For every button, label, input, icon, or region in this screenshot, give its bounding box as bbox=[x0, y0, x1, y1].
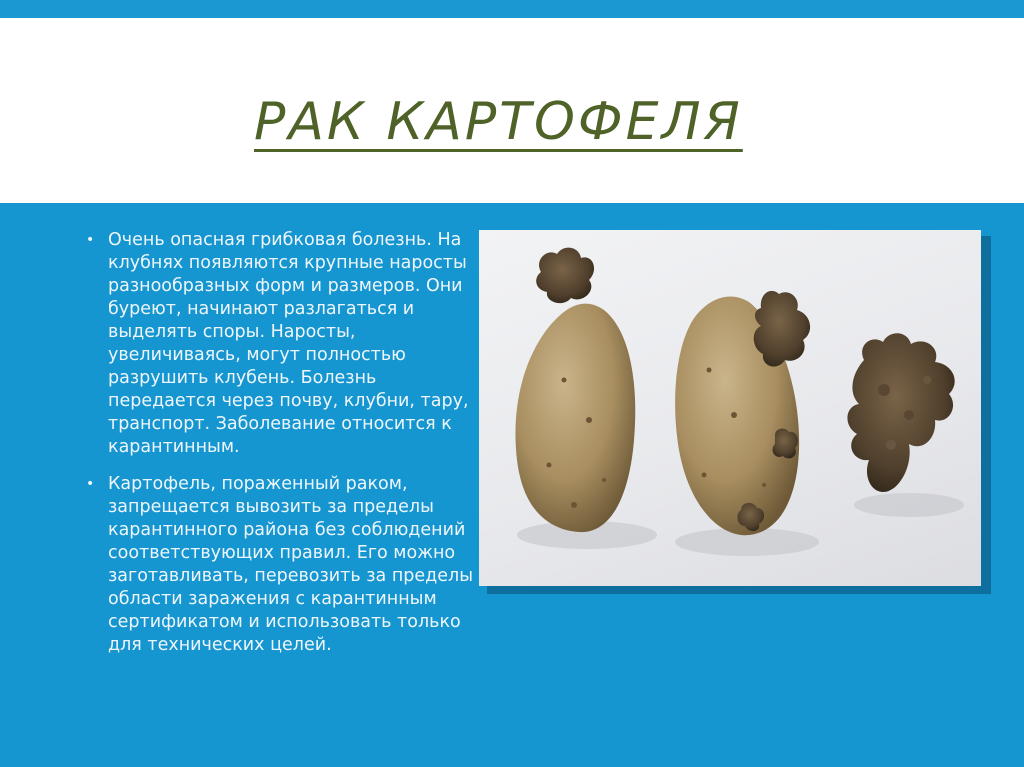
tuber-spot bbox=[571, 502, 577, 508]
wart-texture bbox=[904, 410, 914, 420]
tuber-spot bbox=[547, 463, 552, 468]
tuber-right-warted bbox=[847, 333, 954, 492]
tuber-spot bbox=[702, 473, 707, 478]
bullet-dot: • bbox=[86, 476, 95, 492]
wart-left-top bbox=[536, 248, 594, 304]
slide-title: РАК КАРТОФЕЛЯ bbox=[254, 92, 743, 152]
top-stripe bbox=[0, 0, 1024, 18]
tuber-spot bbox=[762, 483, 766, 487]
potato-photo bbox=[479, 230, 981, 586]
tuber-shadow bbox=[854, 493, 964, 517]
tuber-left bbox=[515, 304, 635, 533]
bullet-text: Картофель, пораженный раком, запрещается вывозить за пределы карантинного района без соблюдений соответствующих правил. Его можно заготавливать, перевозить за пределы области заражения с карантинным сертификатом и использовать только для технических целей. bbox=[108, 474, 474, 655]
tuber-spot bbox=[586, 417, 592, 423]
tuber-spot bbox=[707, 368, 712, 373]
wart-texture bbox=[923, 376, 931, 384]
wart-middle-lower bbox=[773, 428, 798, 458]
bullet-dot: • bbox=[86, 232, 95, 248]
title-area bbox=[0, 18, 1024, 203]
content-area bbox=[0, 203, 1024, 767]
wart-texture bbox=[878, 384, 890, 396]
bullet-item bbox=[86, 229, 476, 459]
tuber-spot bbox=[562, 378, 567, 383]
potato-illustration bbox=[479, 230, 981, 586]
bullet-text: Очень опасная грибковая болезнь. На клубнях появляются крупные наросты разнообразных форм и размеров. Они буреют, начинают разлагаться и выделять споры. Наросты, увеличиваясь, могут полностью разрушить клубень. Болезнь передается через почву, клубни, тару, транспорт. Заболевание относится к карантинным. bbox=[108, 230, 469, 457]
bullet-item bbox=[86, 473, 476, 657]
tuber-spot bbox=[602, 478, 606, 482]
bullet-list bbox=[86, 229, 476, 671]
tuber-spot bbox=[731, 412, 737, 418]
wart-texture bbox=[886, 440, 896, 450]
